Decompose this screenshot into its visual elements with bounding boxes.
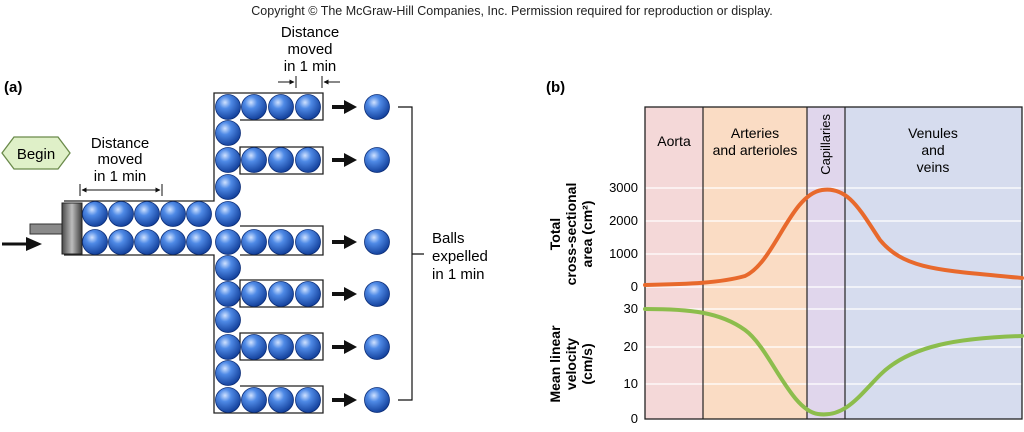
velocity-axis-ticks [624, 301, 638, 426]
output-arrow-head [344, 340, 357, 354]
region-capillaries-label: Capillaries [818, 114, 833, 175]
svg-text:in 1 min: in 1 min [432, 266, 485, 283]
ball [269, 230, 294, 255]
region-aorta [645, 107, 703, 419]
ball [242, 230, 267, 255]
svg-text:(cm/s): (cm/s) [579, 343, 595, 385]
svg-text:Distance: Distance [280, 24, 340, 41]
svg-text:in 1 min: in 1 min [93, 168, 147, 185]
ball [242, 95, 267, 120]
svg-text:0: 0 [630, 411, 638, 426]
ball [161, 202, 186, 227]
svg-text:20: 20 [623, 339, 638, 354]
ball [109, 230, 134, 255]
svg-text:cross-sectional: cross-sectional [563, 182, 579, 286]
expelled-ball [365, 335, 390, 360]
region-arteries-label-1: Arteries [730, 125, 780, 141]
panel-b-label: (b) [546, 79, 566, 96]
panel-a [2, 24, 488, 413]
region-arteries-label-2: and arterioles [712, 142, 798, 158]
ball [269, 282, 294, 307]
svg-text:3000: 3000 [609, 180, 638, 195]
ball [242, 282, 267, 307]
ball [161, 230, 186, 255]
ball [216, 388, 241, 413]
output-arrow-head [344, 153, 357, 167]
panel-b [546, 79, 1022, 426]
ball [296, 282, 321, 307]
push-arrow [2, 237, 42, 251]
expelled-ball [365, 95, 390, 120]
ball [216, 175, 241, 200]
expelled-ball [365, 148, 390, 173]
ball [269, 95, 294, 120]
ball [216, 148, 241, 173]
svg-text:2000: 2000 [609, 213, 638, 228]
output-arrow-head [344, 235, 357, 249]
ball [83, 230, 108, 255]
svg-text:Begin: Begin [16, 146, 56, 163]
region-aorta-label: Aorta [657, 133, 691, 149]
area-axis-title [547, 183, 595, 286]
svg-text:0: 0 [630, 279, 638, 294]
ball [135, 202, 160, 227]
ball [216, 95, 241, 120]
ball [296, 335, 321, 360]
copyright-notice: Copyright © The McGraw-Hill Companies, Inc. Permission required for reproduction or display. [251, 4, 773, 18]
ball [216, 256, 241, 281]
ball [269, 388, 294, 413]
ball [216, 202, 241, 227]
svg-text:Balls: Balls [432, 230, 465, 247]
output-arrow-head [344, 287, 357, 301]
ball [216, 308, 241, 333]
svg-text:Distance: Distance [90, 135, 150, 152]
begin-label [2, 137, 70, 169]
ball [216, 230, 241, 255]
output-arrow-head [344, 393, 357, 407]
ball [83, 202, 108, 227]
expelled-ball [365, 282, 390, 307]
distance-moved-left-annotation [80, 135, 162, 196]
ball [242, 388, 267, 413]
svg-text:area (cm²): area (cm²) [579, 200, 595, 268]
svg-text:Mean linear: Mean linear [547, 325, 563, 403]
ball [216, 121, 241, 146]
ball [296, 388, 321, 413]
svg-text:moved: moved [287, 41, 333, 58]
svg-text:Total: Total [547, 217, 563, 251]
panel-a-label: (a) [4, 79, 23, 96]
ball [242, 335, 267, 360]
svg-text:in 1 min: in 1 min [283, 58, 337, 75]
svg-text:velocity: velocity [563, 337, 579, 391]
ball [296, 95, 321, 120]
expelled-balls [332, 95, 390, 413]
ball [269, 335, 294, 360]
ball [216, 335, 241, 360]
area-axis-ticks [609, 180, 638, 294]
expelled-ball [365, 388, 390, 413]
region-veins-label-3: veins [916, 159, 950, 175]
ball [216, 361, 241, 386]
distance-moved-top-annotation [278, 24, 340, 88]
svg-text:10: 10 [623, 376, 638, 391]
ball [296, 148, 321, 173]
ball [187, 202, 212, 227]
balls-expelled-label [432, 230, 488, 283]
ball [109, 202, 134, 227]
ball [269, 148, 294, 173]
ball [187, 230, 212, 255]
piston [30, 203, 82, 254]
velocity-axis-title [547, 325, 595, 403]
region-veins-label-2: and [921, 142, 945, 158]
svg-text:moved: moved [97, 151, 143, 168]
svg-text:expelled: expelled [432, 248, 488, 265]
ball [135, 230, 160, 255]
ball [296, 230, 321, 255]
svg-text:1000: 1000 [609, 246, 638, 261]
expelled-bracket [398, 107, 424, 400]
ball [242, 148, 267, 173]
expelled-ball [365, 230, 390, 255]
ball [216, 282, 241, 307]
output-arrow-head [344, 100, 357, 114]
svg-text:30: 30 [623, 301, 638, 316]
region-veins-label-1: Venules [908, 125, 958, 141]
